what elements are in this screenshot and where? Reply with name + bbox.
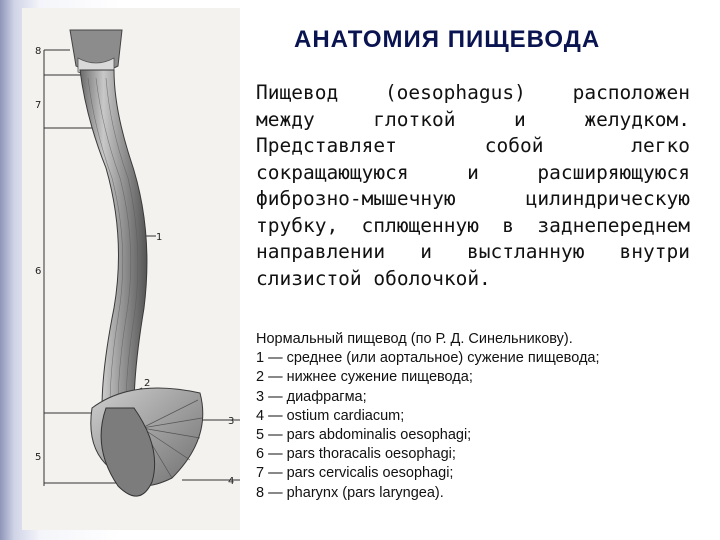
figure-marker-8: 8	[35, 46, 42, 57]
caption-heading: Нормальный пищевод (по Р. Д. Синельникову).	[256, 331, 573, 347]
figure-caption	[256, 330, 696, 503]
caption-item: 2 — нижнее сужение пищевода;	[256, 369, 473, 386]
figure-marker-5: 5	[35, 452, 42, 463]
caption-item: 5 — pars abdominalis oesophagi;	[256, 427, 472, 444]
page-title: АНАТОМИЯ ПИЩЕВОДА	[294, 26, 601, 53]
caption-item: 6 — pars thoracalis oesophagi;	[256, 446, 456, 463]
caption-item: 1 — среднее (или аортальное) сужение пищевода;	[256, 350, 600, 367]
figure-marker-3: 3	[228, 416, 235, 427]
esophagus-illustration	[22, 8, 240, 530]
figure-marker-7: 7	[35, 100, 42, 111]
esophagus-drawing	[22, 8, 240, 530]
figure-marker-2: 2	[144, 378, 151, 389]
caption-item: 7 — pars cervicalis oesophagi;	[256, 465, 454, 482]
caption-item: 4 — ostium cardiacum;	[256, 407, 405, 424]
figure-marker-6: 6	[35, 266, 42, 277]
caption-item: 3 — диафрагма;	[256, 388, 367, 405]
description-paragraph: Пищевод (oesophagus) расположен между глоткой и желудком. Представляет собой легко сокращающуюся и расширяющуюся фиброзно-мышечную цилиндрическую трубку, сплющенную в заднепереднем направлении и выстланную внутри слизистой оболочкой.	[256, 81, 690, 290]
figure-marker-4: 4	[228, 476, 235, 487]
figure-marker-1: 1	[156, 232, 163, 243]
caption-item: 8 — pharynx (pars laryngea).	[256, 484, 444, 501]
